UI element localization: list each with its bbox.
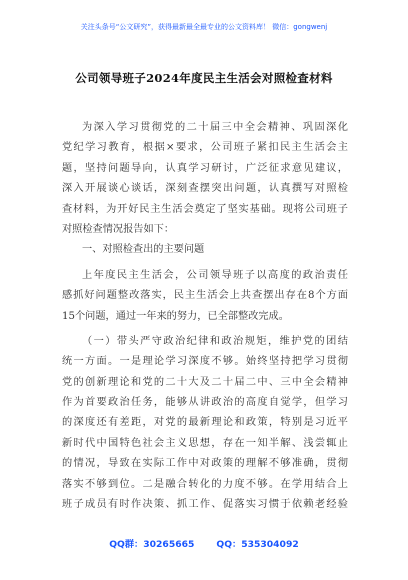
body-line: 感抓好问题整改落实，民主生活会上共查摆出存在8个方面 (62, 290, 348, 302)
body-line: 落实不够到位。二是融合转化的力度不够。在学用结合上 (62, 478, 348, 490)
body-line: 的情况，导致在实际工作中对政策的理解不够准确，贯彻 (62, 458, 348, 470)
body-line: 作为首要政治任务，能够从讲政治的高度自觉学，但学习 (62, 397, 348, 409)
header-banner: 关注头条号“公文研究”，获得最新最全最专业的公文资料库！ 微信：gongwenj (80, 23, 328, 31)
body-line: 对照检查情况报告如下： (62, 223, 175, 235)
footer-contact (0, 536, 408, 550)
footer-qq: QQ：535304092 (216, 539, 299, 550)
footer-qq-group: QQ群：30265665 (109, 539, 195, 550)
body-line: 深入开展谈心谈话，深刻查摆突出问题，认真撰写对照检 (62, 183, 348, 195)
subsection-heading: （一）带头严守政治纪律和政治规矩，维护党的团结 (82, 335, 348, 347)
body-line: 题，坚持问题导向，认真学习研讨，广泛征求意见建议， (62, 162, 348, 174)
body-line: 班子成员有时作决策、抓工作、促落实习惯于依赖老经验 (62, 499, 348, 511)
body-line: 新时代中国特色社会主义思想，存在一知半解、浅尝辄止 (62, 437, 348, 449)
body-line: 的深度还有差距，对党的最新理论和政策，特别是习近平 (62, 417, 348, 429)
body-line: 为深入学习贯彻党的二十届三中全会精神、巩固深化 (82, 122, 348, 133)
document-body (62, 118, 348, 515)
body-line: 党纪学习教育，根据×要求，公司班子紧扣民主生活会主 (62, 142, 348, 154)
section-heading: 一、对照检查出的主要问题 (82, 244, 205, 256)
body-line: 党的创新理论和党的二十大及二十届二中、三中全会精神 (62, 376, 348, 388)
body-line: 查材料，为开好民主生活会奠定了坚实基础。现将公司班子 (62, 203, 348, 215)
page-title: 公司领导班子2024年度民主生活会对照检查材料 (75, 71, 333, 85)
body-line: 上年度民主生活会，公司领导班子以高度的政治责任 (82, 269, 348, 281)
body-line: 统一方面。一是理论学习深度不够。始终坚持把学习贯彻 (62, 356, 348, 368)
body-line: 15个问题，通过一年来的努力，已全部整改完成。 (62, 310, 289, 322)
